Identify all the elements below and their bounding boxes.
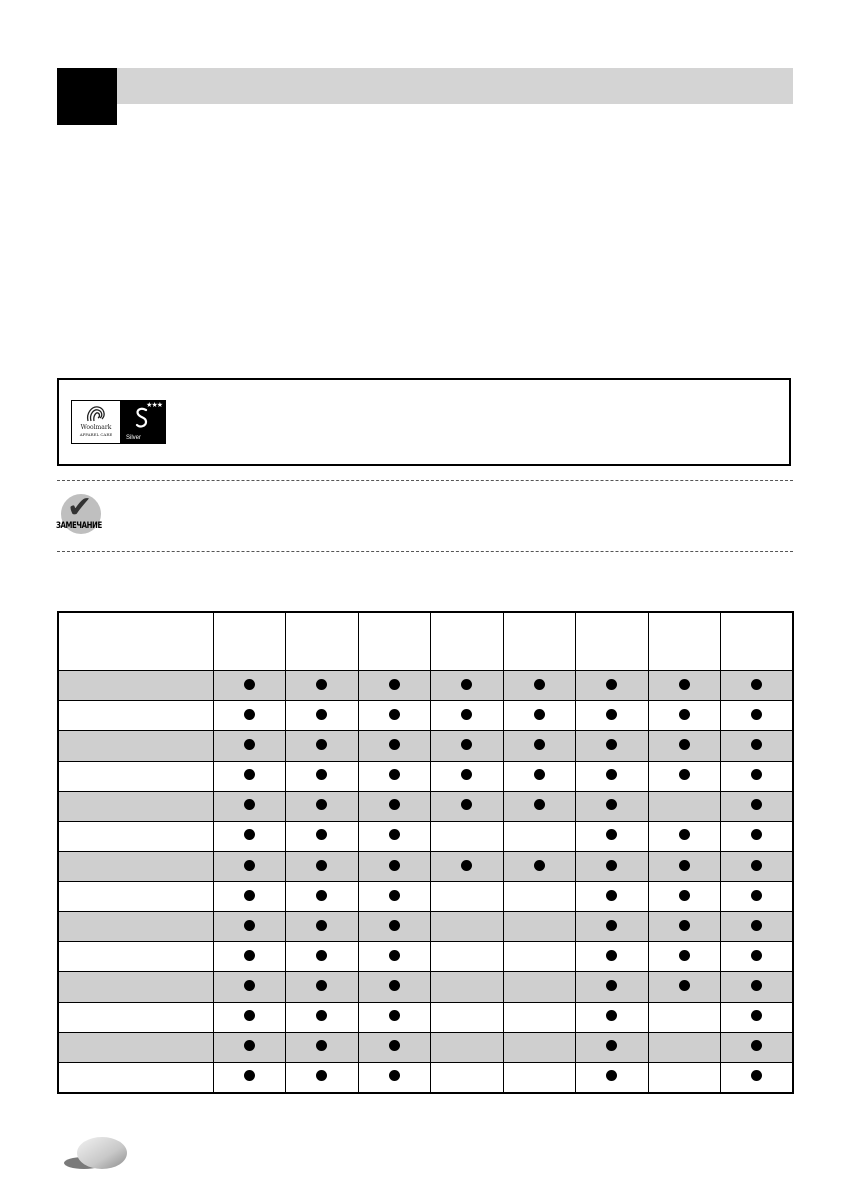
table-row	[58, 761, 793, 791]
table-cell	[213, 1062, 286, 1093]
row-label-cell	[58, 761, 213, 791]
table-cell	[286, 1062, 359, 1093]
supported-dot-icon	[751, 679, 762, 690]
table-row	[58, 1062, 793, 1093]
supported-dot-icon	[316, 980, 327, 991]
table-header-label-cell	[58, 612, 213, 671]
table-cell	[576, 1062, 649, 1093]
supported-dot-icon	[389, 860, 400, 871]
supported-dot-icon	[316, 769, 327, 780]
table-cell	[576, 942, 649, 972]
table-cell	[358, 912, 431, 942]
supported-dot-icon	[316, 1010, 327, 1021]
table-row	[58, 851, 793, 881]
table-cell	[576, 1002, 649, 1032]
table-cell	[576, 821, 649, 851]
table-cell	[503, 731, 576, 761]
table-cell	[503, 972, 576, 1002]
table-cell	[213, 851, 286, 881]
table-header-cell	[431, 612, 504, 671]
table-cell	[213, 882, 286, 912]
supported-dot-icon	[751, 709, 762, 720]
table-cell	[648, 1062, 721, 1093]
table-row	[58, 972, 793, 1002]
supported-dot-icon	[244, 890, 255, 901]
supported-dot-icon	[389, 769, 400, 780]
supported-dot-icon	[606, 679, 617, 690]
table-cell	[431, 1032, 504, 1062]
supported-dot-icon	[534, 860, 545, 871]
supported-dot-icon	[389, 1070, 400, 1081]
table-cell	[648, 942, 721, 972]
table-cell	[358, 731, 431, 761]
supported-dot-icon	[389, 679, 400, 690]
supported-dot-icon	[244, 860, 255, 871]
table-cell	[503, 942, 576, 972]
table-cell	[721, 1032, 794, 1062]
supported-dot-icon	[461, 860, 472, 871]
table-cell	[213, 701, 286, 731]
table-cell	[503, 791, 576, 821]
supported-dot-icon	[679, 739, 690, 750]
supported-dot-icon	[534, 769, 545, 780]
table-cell	[648, 912, 721, 942]
supported-dot-icon	[606, 1070, 617, 1081]
supported-dot-icon	[606, 950, 617, 961]
table-cell	[576, 731, 649, 761]
table-cell	[213, 761, 286, 791]
table-cell	[213, 912, 286, 942]
supported-dot-icon	[461, 739, 472, 750]
table-cell	[721, 791, 794, 821]
supported-dot-icon	[606, 890, 617, 901]
supported-dot-icon	[389, 1040, 400, 1051]
supported-dot-icon	[244, 1040, 255, 1051]
supported-dot-icon	[244, 679, 255, 690]
woolmark-logo	[72, 401, 120, 443]
silver-s-icon	[134, 407, 150, 429]
supported-dot-icon	[534, 679, 545, 690]
table-row	[58, 671, 793, 701]
table-cell	[286, 912, 359, 942]
woolmark-subtitle: APPAREL CARE	[79, 432, 113, 437]
table-cell	[431, 671, 504, 701]
supported-dot-icon	[751, 890, 762, 901]
supported-dot-icon	[606, 920, 617, 931]
row-label-cell	[58, 821, 213, 851]
supported-dot-icon	[679, 679, 690, 690]
supported-dot-icon	[389, 980, 400, 991]
supported-dot-icon	[606, 739, 617, 750]
note-label: ЗАМЕЧАНИЕ	[56, 521, 102, 531]
supported-dot-icon	[751, 980, 762, 991]
table-cell	[431, 761, 504, 791]
supported-dot-icon	[606, 799, 617, 810]
table-cell	[358, 821, 431, 851]
supported-dot-icon	[389, 890, 400, 901]
row-label-cell	[58, 942, 213, 972]
supported-dot-icon	[751, 950, 762, 961]
supported-dot-icon	[461, 679, 472, 690]
supported-dot-icon	[606, 769, 617, 780]
silver-logo	[120, 401, 165, 443]
table-row	[58, 942, 793, 972]
table-cell	[503, 701, 576, 731]
table-cell	[358, 972, 431, 1002]
table-cell	[576, 972, 649, 1002]
row-label-cell	[58, 1002, 213, 1032]
table-cell	[648, 882, 721, 912]
table-cell	[286, 942, 359, 972]
supported-dot-icon	[534, 799, 545, 810]
table-header-cell	[576, 612, 649, 671]
table-cell	[721, 972, 794, 1002]
supported-dot-icon	[244, 769, 255, 780]
note-badge	[54, 490, 108, 544]
table-cell	[286, 701, 359, 731]
supported-dot-icon	[751, 829, 762, 840]
table-cell	[503, 821, 576, 851]
table-cell	[721, 1062, 794, 1093]
table-cell	[431, 791, 504, 821]
supported-dot-icon	[751, 769, 762, 780]
supported-dot-icon	[534, 739, 545, 750]
row-label-cell	[58, 882, 213, 912]
table-cell	[431, 1062, 504, 1093]
table-cell	[721, 701, 794, 731]
table-cell	[648, 791, 721, 821]
table-cell	[503, 1002, 576, 1032]
supported-dot-icon	[679, 980, 690, 991]
table-cell	[358, 761, 431, 791]
table-cell	[576, 701, 649, 731]
supported-dot-icon	[389, 829, 400, 840]
supported-dot-icon	[679, 709, 690, 720]
table-header-cell	[503, 612, 576, 671]
table-header-cell	[286, 612, 359, 671]
table-cell	[358, 701, 431, 731]
table-cell	[576, 912, 649, 942]
table-cell	[648, 851, 721, 881]
woolmark-icon	[85, 404, 107, 424]
supported-dot-icon	[389, 950, 400, 961]
page-number-tab	[62, 1136, 128, 1170]
table-cell	[431, 912, 504, 942]
table-cell	[431, 882, 504, 912]
program-compatibility-table	[57, 611, 794, 1094]
certification-box	[57, 378, 791, 466]
supported-dot-icon	[751, 1040, 762, 1051]
supported-dot-icon	[461, 769, 472, 780]
table-row	[58, 1032, 793, 1062]
supported-dot-icon	[244, 1070, 255, 1081]
table-cell	[721, 912, 794, 942]
table-cell	[576, 851, 649, 881]
supported-dot-icon	[751, 1010, 762, 1021]
table-cell	[648, 1032, 721, 1062]
supported-dot-icon	[389, 920, 400, 931]
table-cell	[358, 791, 431, 821]
table-cell	[503, 671, 576, 701]
table-cell	[213, 1002, 286, 1032]
row-label-cell	[58, 912, 213, 942]
table-cell	[213, 942, 286, 972]
table-cell	[721, 821, 794, 851]
table-cell	[721, 671, 794, 701]
table-row	[58, 1002, 793, 1032]
table-cell	[358, 1032, 431, 1062]
table-row	[58, 731, 793, 761]
table-cell	[721, 851, 794, 881]
table-cell	[503, 912, 576, 942]
supported-dot-icon	[316, 890, 327, 901]
table-cell	[648, 731, 721, 761]
table-cell	[286, 1002, 359, 1032]
row-label-cell	[58, 731, 213, 761]
table-cell	[286, 851, 359, 881]
note-divider-bottom	[57, 551, 793, 552]
table-cell	[431, 821, 504, 851]
row-label-cell	[58, 972, 213, 1002]
table-header-cell	[648, 612, 721, 671]
table-cell	[286, 671, 359, 701]
woolmark-name: Woolmark	[80, 424, 112, 431]
supported-dot-icon	[244, 920, 255, 931]
supported-dot-icon	[751, 920, 762, 931]
table-cell	[503, 851, 576, 881]
table-cell	[286, 972, 359, 1002]
supported-dot-icon	[316, 1040, 327, 1051]
table-cell	[286, 791, 359, 821]
supported-dot-icon	[316, 1070, 327, 1081]
supported-dot-icon	[316, 829, 327, 840]
table-cell	[431, 731, 504, 761]
supported-dot-icon	[244, 980, 255, 991]
table-cell	[721, 882, 794, 912]
section-header-bar	[116, 68, 793, 104]
supported-dot-icon	[389, 799, 400, 810]
table-cell	[286, 882, 359, 912]
table-cell	[431, 1002, 504, 1032]
table-row	[58, 821, 793, 851]
table-cell	[286, 821, 359, 851]
table-header-cell	[213, 612, 286, 671]
table-cell	[213, 731, 286, 761]
silver-stars: ★★★	[146, 402, 162, 409]
table-cell	[213, 972, 286, 1002]
table-row	[58, 882, 793, 912]
supported-dot-icon	[316, 679, 327, 690]
table-cell	[431, 942, 504, 972]
supported-dot-icon	[679, 920, 690, 931]
table-cell	[503, 1032, 576, 1062]
table-header-cell	[721, 612, 794, 671]
table-cell	[648, 761, 721, 791]
certification-logos	[71, 400, 166, 444]
supported-dot-icon	[461, 709, 472, 720]
table-cell	[358, 851, 431, 881]
table-cell	[576, 761, 649, 791]
supported-dot-icon	[679, 890, 690, 901]
table-row	[58, 912, 793, 942]
table-cell	[358, 882, 431, 912]
supported-dot-icon	[389, 709, 400, 720]
table-cell	[213, 1032, 286, 1062]
table-cell	[648, 972, 721, 1002]
table-cell	[358, 671, 431, 701]
table-cell	[648, 821, 721, 851]
table-cell	[286, 761, 359, 791]
row-label-cell	[58, 791, 213, 821]
table-row	[58, 701, 793, 731]
table-cell	[213, 671, 286, 701]
silver-label: Silver	[126, 435, 142, 441]
supported-dot-icon	[751, 799, 762, 810]
supported-dot-icon	[316, 920, 327, 931]
supported-dot-icon	[606, 1010, 617, 1021]
table-cell	[213, 791, 286, 821]
table-cell	[431, 701, 504, 731]
table-cell	[503, 882, 576, 912]
section-number-block	[57, 68, 117, 125]
checkmark-icon: ✔	[67, 490, 93, 525]
supported-dot-icon	[606, 860, 617, 871]
note-divider-top	[57, 480, 793, 481]
table-header-row	[58, 612, 793, 671]
table-cell	[286, 731, 359, 761]
table-cell	[358, 942, 431, 972]
table-cell	[648, 671, 721, 701]
table-cell	[721, 761, 794, 791]
supported-dot-icon	[316, 860, 327, 871]
table-cell	[576, 791, 649, 821]
supported-dot-icon	[244, 709, 255, 720]
row-label-cell	[58, 671, 213, 701]
supported-dot-icon	[316, 799, 327, 810]
table-cell	[503, 1062, 576, 1093]
table-cell	[576, 882, 649, 912]
table-cell	[213, 821, 286, 851]
supported-dot-icon	[316, 709, 327, 720]
table-cell	[721, 942, 794, 972]
table-cell	[431, 851, 504, 881]
supported-dot-icon	[751, 1070, 762, 1081]
supported-dot-icon	[244, 950, 255, 961]
table-cell	[358, 1002, 431, 1032]
row-label-cell	[58, 851, 213, 881]
table-cell	[721, 731, 794, 761]
supported-dot-icon	[244, 799, 255, 810]
table-cell	[648, 1002, 721, 1032]
supported-dot-icon	[316, 950, 327, 961]
table-header-cell	[358, 612, 431, 671]
table-cell	[503, 761, 576, 791]
supported-dot-icon	[244, 1010, 255, 1021]
table-row	[58, 791, 793, 821]
supported-dot-icon	[606, 1040, 617, 1051]
supported-dot-icon	[679, 829, 690, 840]
supported-dot-icon	[316, 739, 327, 750]
row-label-cell	[58, 1062, 213, 1093]
supported-dot-icon	[679, 769, 690, 780]
supported-dot-icon	[244, 829, 255, 840]
supported-dot-icon	[534, 709, 545, 720]
row-label-cell	[58, 1032, 213, 1062]
supported-dot-icon	[244, 739, 255, 750]
table-cell	[648, 701, 721, 731]
supported-dot-icon	[679, 860, 690, 871]
supported-dot-icon	[751, 739, 762, 750]
supported-dot-icon	[751, 860, 762, 871]
supported-dot-icon	[679, 950, 690, 961]
supported-dot-icon	[461, 799, 472, 810]
table-cell	[358, 1062, 431, 1093]
row-label-cell	[58, 701, 213, 731]
table-cell	[286, 1032, 359, 1062]
supported-dot-icon	[606, 829, 617, 840]
table-cell	[431, 972, 504, 1002]
supported-dot-icon	[389, 1010, 400, 1021]
table-cell	[721, 1002, 794, 1032]
supported-dot-icon	[606, 980, 617, 991]
supported-dot-icon	[389, 739, 400, 750]
supported-dot-icon	[606, 709, 617, 720]
table-cell	[576, 671, 649, 701]
table-cell	[576, 1032, 649, 1062]
